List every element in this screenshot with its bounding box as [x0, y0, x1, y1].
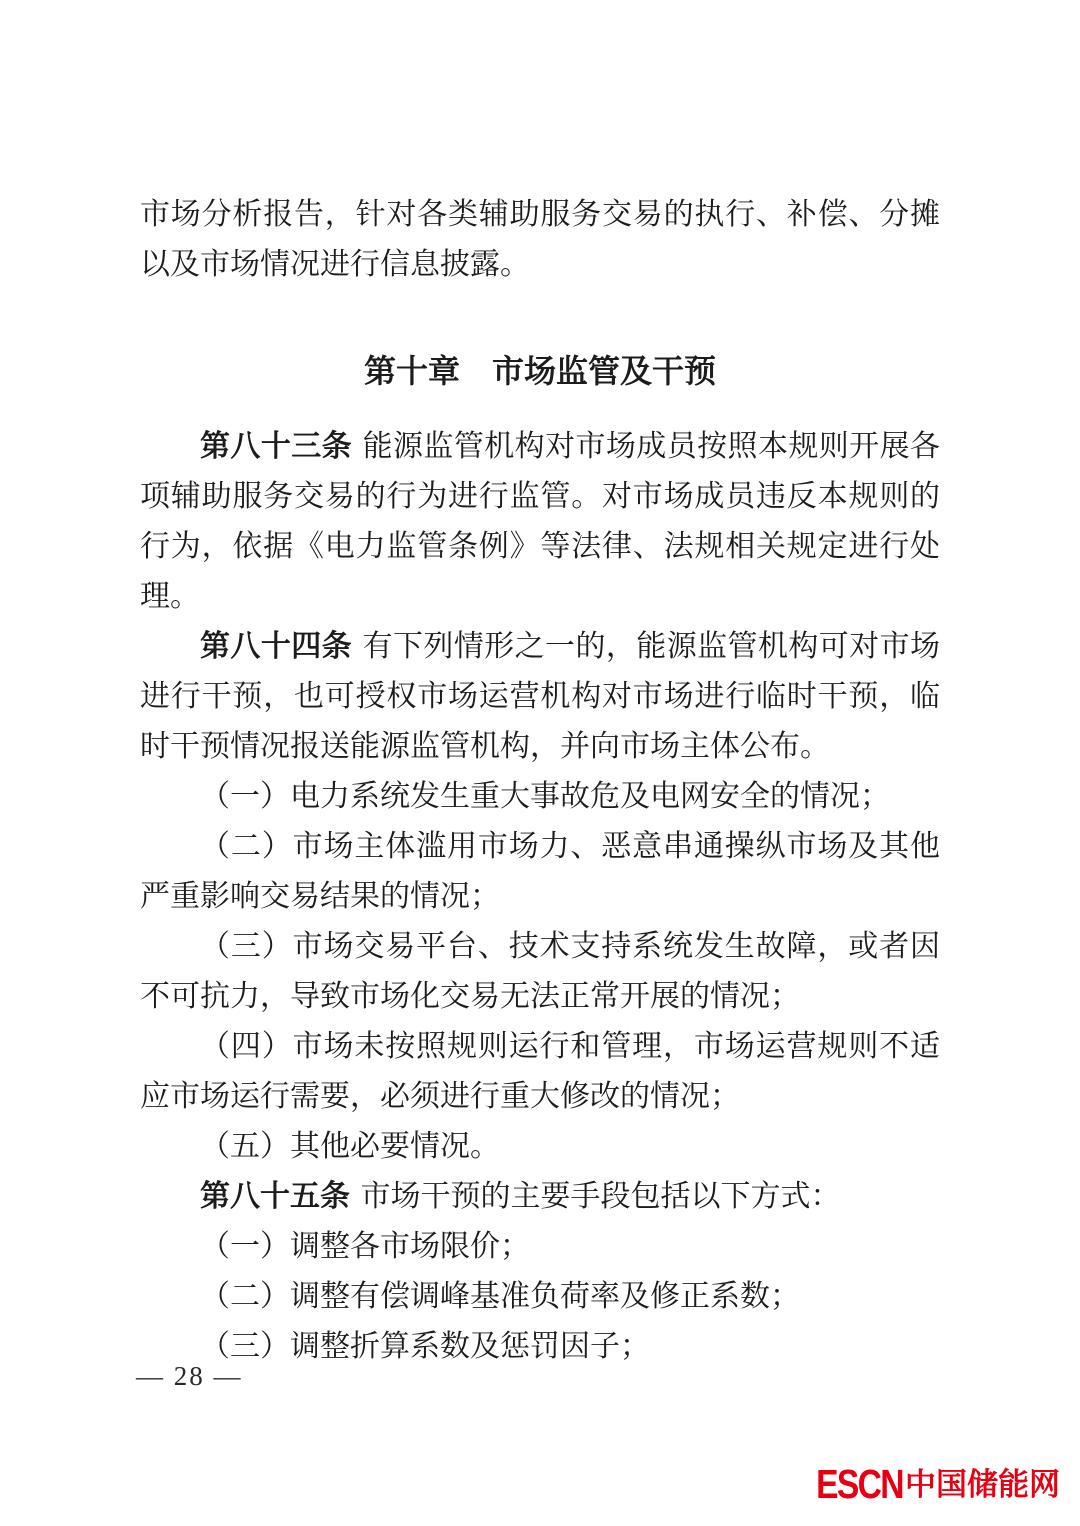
article-84-number: 第八十四条: [200, 630, 353, 663]
article-84-item-5: （五）其他必要情况。: [200, 1130, 500, 1163]
article-85-item-1: （一）调整各市场限价；: [200, 1230, 530, 1263]
article-85-item-3: （三）调整折算系数及惩罚因子；: [200, 1330, 650, 1363]
article-83-number: 第八十三条: [200, 430, 353, 463]
document-content: [140, 190, 940, 1372]
article-84-text: 有下列情形之一的，能源监管机构可对市场进行干预，也可授权市场运营机构对市场进行临时干预，临时干预情况报送能源监管机构，并向市场主体公布。: [140, 630, 941, 763]
paragraph-intro: 市场分析报告，针对各类辅助服务交易的执行、补偿、分摊以及市场情况进行信息披露。: [140, 198, 940, 281]
article-85-item-2: （二）调整有偿调峰基准负荷率及修正系数；: [200, 1280, 800, 1313]
logo-cjk-text: 中国储能网: [905, 1467, 1060, 1502]
article-85-number: 第八十五条: [200, 1180, 350, 1213]
article-83-text: 能源监管机构对市场成员按照本规则开展各项辅助服务交易的行为进行监管。对市场成员违反本规则的行为，依据《电力监管条例》等法律、法规相关规定进行处理。: [140, 430, 941, 613]
escn-logo: [797, 1461, 1060, 1507]
article-84-item-4: （四）市场未按照规则运行和管理，市场运营规则不适应市场运行需要，必须进行重大修改的情况；: [140, 1030, 940, 1113]
article-84-item-3: （三）市场交易平台、技术支持系统发生故障，或者因不可抗力，导致市场化交易无法正常开展的情况；: [140, 930, 940, 1013]
article-85-text: 市场干预的主要手段包括以下方式：: [360, 1180, 841, 1213]
logo-escn-text: ESCN: [816, 1461, 903, 1507]
chapter-heading: 第十章 市场监管及干预: [363, 353, 716, 389]
article-84-item-2: （二）市场主体滥用市场力、恶意串通操纵市场及其他严重影响交易结果的情况；: [140, 830, 940, 913]
article-84-item-1: （一）电力系统发生重大事故危及电网安全的情况；: [200, 780, 890, 813]
article-85: [140, 1172, 940, 1222]
article-83: [140, 422, 940, 622]
page-number: — 28 —: [136, 1361, 243, 1391]
article-84: [140, 622, 940, 772]
